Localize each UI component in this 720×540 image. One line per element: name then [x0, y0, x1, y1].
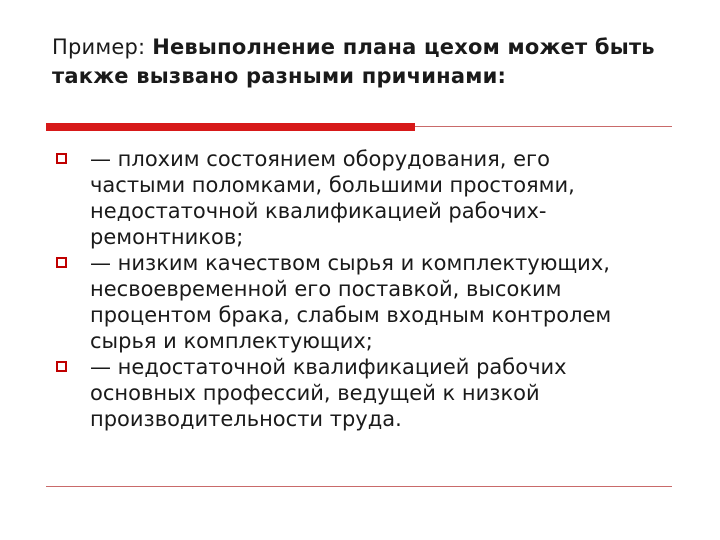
bullet-text: — недостаточной квалификацией рабочих основных профессий, ведущей к низкой производительности труда.: [90, 355, 567, 431]
list-item: [54, 354, 694, 432]
square-outline-icon: [56, 257, 67, 268]
list-item: [54, 146, 694, 250]
bullet-text: — плохим состоянием оборудования, его частыми поломками, большими простоями, недостаточной квалификацией рабочих-ремонтников;: [90, 147, 575, 249]
list-item: [54, 250, 694, 354]
title-prefix: Пример:: [52, 35, 153, 59]
bullet-list: [54, 146, 694, 432]
title-main: Невыполнение плана цехом может быть также вызвано разными причинами:: [52, 35, 655, 88]
square-outline-icon: [56, 153, 67, 164]
square-outline-icon: [56, 361, 67, 372]
bottom-divider-line: [46, 486, 672, 487]
slide-title: [52, 33, 692, 91]
bullet-text: — низким качеством сырья и комплектующих, несвоевременной его поставкой, высоким процентом брака, слабым входным контролем сырья и комплектующих;: [90, 251, 612, 353]
top-accent-bar: [46, 123, 415, 131]
